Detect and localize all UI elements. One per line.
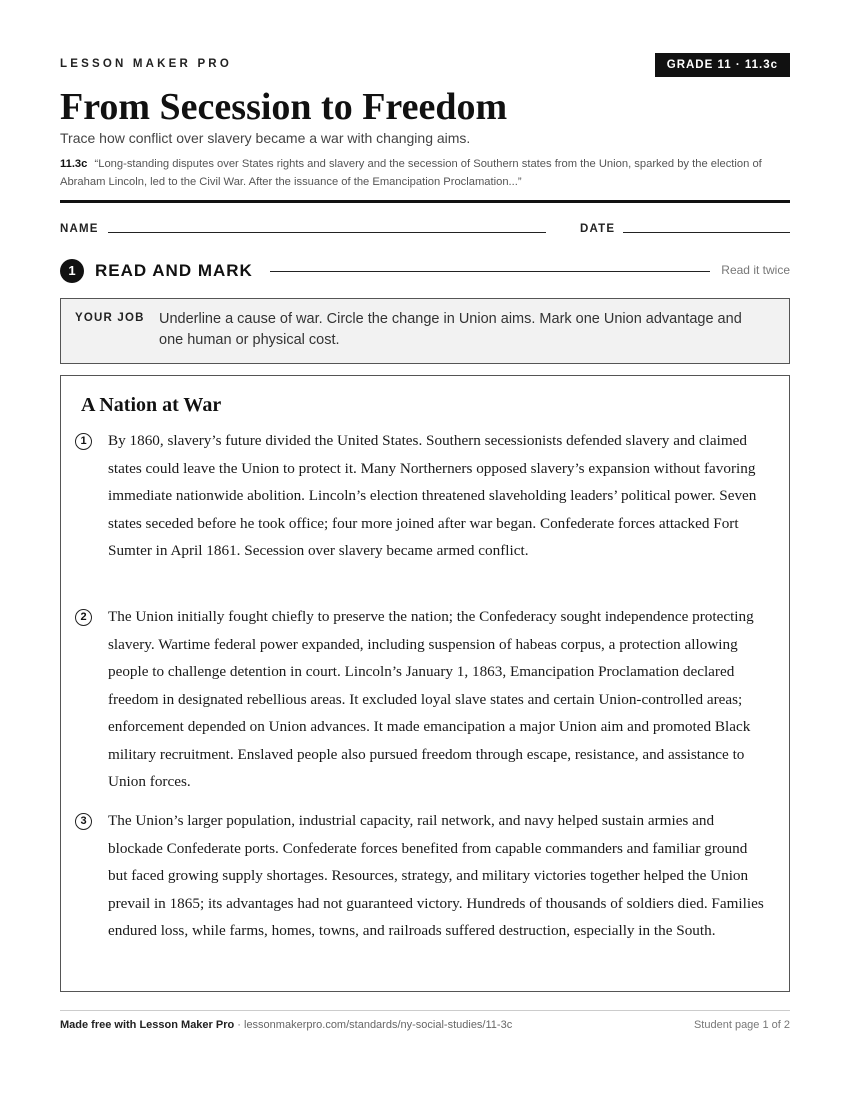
grade-badge: GRADE 11 · 11.3c <box>655 53 790 77</box>
reading-title: A Nation at War <box>81 394 222 416</box>
section-divider <box>270 271 710 272</box>
name-label: NAME <box>60 223 99 235</box>
header-divider <box>60 200 790 203</box>
date-label: DATE <box>580 223 616 235</box>
paragraph-text: The Union initially fought chiefly to preserve the nation; the Confederacy sought independence protecting slavery. Wartime federal power expanded, including suspension of habeas corpus, a protection allowing people to challenge detention in court. Lincoln’s January 1, 1863, Emancipation Proclamation declared freedom in designated rebellious areas. It excluded loyal slave states and certain Union-controlled areas; enforcement depended on Union advances. It made emancipation a major Union aim and promoted Black military recruitment. Enslaved people also pursued freedom through escape, resistance, and assistance to Union forces. <box>108 608 754 790</box>
footer-made-with: Made free with Lesson Maker Pro <box>60 1019 235 1031</box>
section-title: READ AND MARK <box>95 261 253 280</box>
your-job-instructions: Underline a cause of war. Circle the change in Union aims. Mark one Union advantage and one human or physical cost. <box>159 311 742 348</box>
your-job-box <box>60 298 790 364</box>
page-subtitle: Trace how conflict over slavery became a war with changing aims. <box>60 130 471 146</box>
section-note: Read it twice <box>721 263 790 277</box>
standard-text: “Long-standing disputes over States rights and slavery and the secession of Southern states from the Union, sparked by the election of Abraham Lincoln, led to the Civil War. After the issuance of the Emancipation Proclamation...” <box>60 158 762 188</box>
your-job-label: YOUR JOB <box>75 312 145 324</box>
standard-statement <box>60 156 790 191</box>
section-number-badge: 1 <box>60 259 84 283</box>
page-title: From Secession to Freedom <box>60 86 508 128</box>
footer-divider <box>60 1010 790 1011</box>
name-field[interactable] <box>108 232 546 233</box>
footer-url[interactable]: lessonmakerpro.com/standards/ny-social-studies/11-3c <box>244 1019 513 1031</box>
footer-separator: · <box>234 1019 244 1031</box>
paragraph-number: 2 <box>75 609 92 626</box>
standard-code: 11.3c <box>60 158 88 170</box>
footer-page-number: Student page 1 of 2 <box>693 1019 790 1031</box>
paragraph-text: By 1860, slavery’s future divided the United States. Southern secessionists defended slavery and claimed states could leave the Union to protect it. Many Northerners opposed slavery’s expansion without favoring immediate nationwide abolition. Lincoln’s election threatened slaveholding leaders’ political power. Seven states seceded before he took office; four more joined after war began. Confederate forces attacked Fort Sumter in April 1861. Secession over slavery became armed conflict. <box>108 432 757 559</box>
footer-credit <box>60 1019 512 1031</box>
paragraph-text: The Union’s larger population, industrial capacity, rail network, and navy helped sustain armies and blockade Confederate ports. Confederate forces benefited from capable commanders and familiar ground but faced growing supply shortages. Resources, strategy, and military victories together helped the Union prevail in 1865; its advantages had not guaranteed victory. Hundreds of thousands of soldiers died. Families endured loss, while farms, homes, towns, and railroads suffered destruction, especially in the South. <box>108 812 764 939</box>
reading-passage <box>60 375 790 992</box>
paragraph-number: 1 <box>75 433 92 450</box>
paragraph-number: 3 <box>75 813 92 830</box>
brand-name: LESSON MAKER PRO <box>60 58 232 70</box>
date-field[interactable] <box>623 232 790 233</box>
